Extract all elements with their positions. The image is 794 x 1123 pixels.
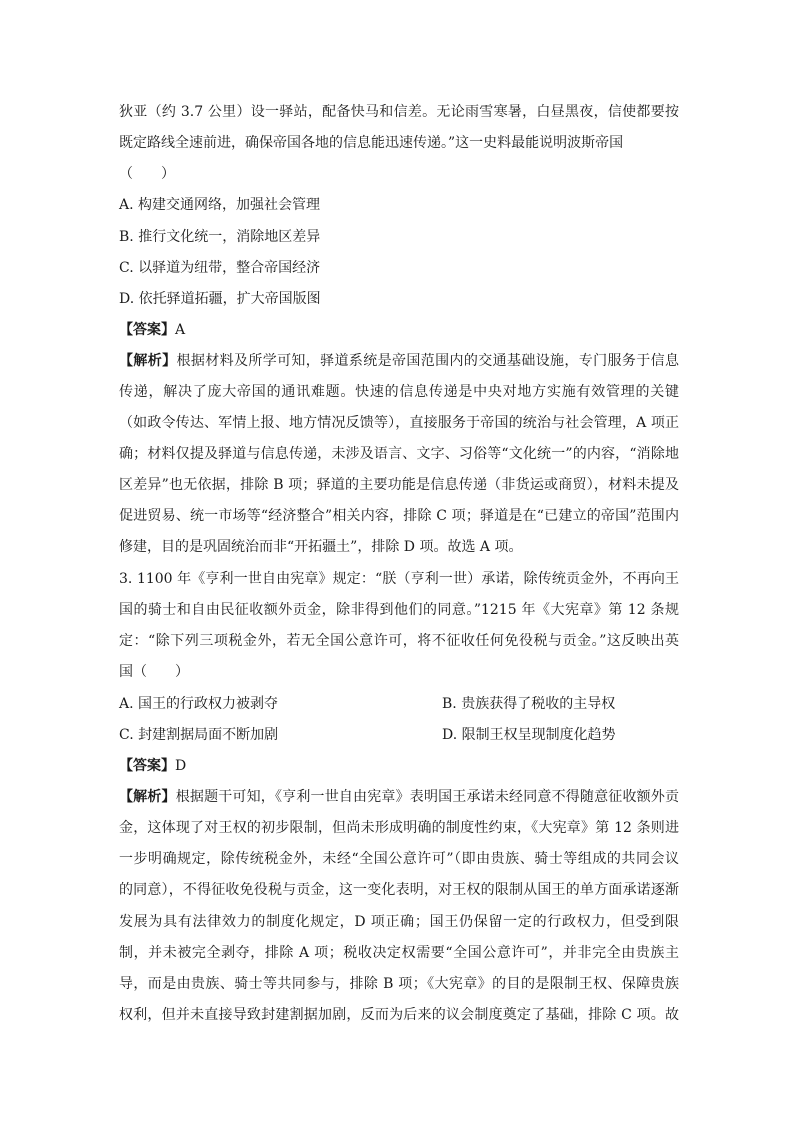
q2-analysis-line-1 <box>119 351 679 371</box>
q3-option-a: A. 国王的行政权力被剥夺 <box>119 696 279 712</box>
q2-option-b: B. 推行文化统一，消除地区差异 <box>119 229 321 245</box>
q3-stem-line-4: 国（ ） <box>119 664 189 680</box>
analysis-text: 根据材料及所学可知，驿道系统是帝国范围内的交通基础设施，专门服务于信息 <box>176 353 679 369</box>
q2-stem-blank: （ ） <box>119 166 175 182</box>
q2-analysis-line-3: （如政令传达、军情上报、地方情况反馈等），直接服务于帝国的统治与社会管理，A 项正 <box>119 415 679 431</box>
q3-analysis-line-3: 一步明确规定，除传统税金外，未经“全国公意许可”（即由贵族、骑士等组成的共同会议 <box>119 851 679 867</box>
analysis-label: 【解析】 <box>119 789 176 805</box>
q3-analysis-line-5: 发展为具有法律效力的制度化规定，D 项正确；国王仍保留一定的行政权力，但受到限 <box>119 914 679 930</box>
q2-analysis-line-4: 确；材料仅提及驿道与信息传递，未涉及语言、文字、习俗等“文化统一”的内容，“消除地 <box>119 446 679 462</box>
q3-analysis-line-1 <box>119 787 679 807</box>
q3-stem-line-1: 3. 1100 年《亨利一世自由宪章》规定：“朕（亨利一世）承诺，除传统贡金外，不再向王 <box>119 571 679 587</box>
q3-option-d: D. 限制王权呈现制度化趋势 <box>442 727 616 743</box>
q2-stem-line-2: 既定路线全速前进，确保帝国各地的信息能迅速传递。”这一史料最能说明波斯帝国 <box>119 135 624 151</box>
q2-analysis-line-2: 传递，解决了庞大帝国的通讯难题。快速的信息传递是中央对地方实施有效管理的关键 <box>119 384 679 400</box>
analysis-label: 【解析】 <box>119 353 177 369</box>
answer-value: D <box>175 758 187 774</box>
q3-answer <box>119 756 186 776</box>
q2-stem-line-1: 狄亚（约 3.7 公里）设一驿站，配备快马和信差。无论雨雪寒暑，白昼黑夜，信使都要按 <box>119 104 679 120</box>
q3-analysis-line-4: 的同意），不得征收免役税与贡金，这一变化表明，对王权的限制从国王的单方面承诺逐渐 <box>119 882 679 898</box>
q3-analysis-line-6: 制，并未被完全剥夺，排除 A 项；税收决定权需要“全国公意许可”，并非完全由贵族主 <box>119 945 679 961</box>
q2-analysis-line-7: 修建，目的是巩固统治而非“开拓疆土”，排除 D 项。故选 A 项。 <box>119 539 523 555</box>
answer-label: 【答案】 <box>119 322 175 338</box>
q3-analysis-line-8: 权利，但并未直接导致封建割据加剧，反而为后来的议会制度奠定了基础，排除 C 项。故 <box>119 1007 679 1023</box>
q2-option-c: C. 以驿道为纽带，整合帝国经济 <box>119 260 321 276</box>
answer-value: A <box>175 322 186 338</box>
q3-stem-line-2: 国的骑士和自由民征收额外贡金，除非得到他们的同意。”1215 年《大宪章》第 12 条规 <box>119 602 679 618</box>
q3-analysis-line-2: 金，这体现了对王权的初步限制，但尚未形成明确的制度性约束，《大宪章》第 12 条则进 <box>119 820 679 836</box>
q2-option-a: A. 构建交通网络，加强社会管理 <box>119 197 321 213</box>
answer-label: 【答案】 <box>119 758 175 774</box>
q3-stem-line-3: 定：“除下列三项税金外，若无全国公意许可，将不征收任何免役税与贡金。”这反映出英 <box>119 633 679 649</box>
q2-option-d: D. 依托驿道拓疆，扩大帝国版图 <box>119 291 321 307</box>
q3-analysis-line-7: 导，而是由贵族、骑士等共同参与，排除 B 项；《大宪章》的目的是限制王权、保障贵族 <box>119 976 679 992</box>
q3-option-b: B. 贵族获得了税收的主导权 <box>442 696 616 712</box>
q3-option-c: C. 封建割据局面不断加剧 <box>119 727 279 743</box>
q2-analysis-line-6: 促进贸易、统一市场等“经济整合”相关内容，排除 C 项；驿道是在“已建立的帝国”范围内 <box>119 508 679 524</box>
analysis-text: 根据题干可知，《亨利一世自由宪章》表明国王承诺未经同意不得随意征收额外贡 <box>175 789 679 805</box>
q2-answer <box>119 320 185 340</box>
q2-analysis-line-5: 区差异”也无依据，排除 B 项；驿道的主要功能是信息传递（非货运或商贸），材料未提及 <box>119 477 679 493</box>
